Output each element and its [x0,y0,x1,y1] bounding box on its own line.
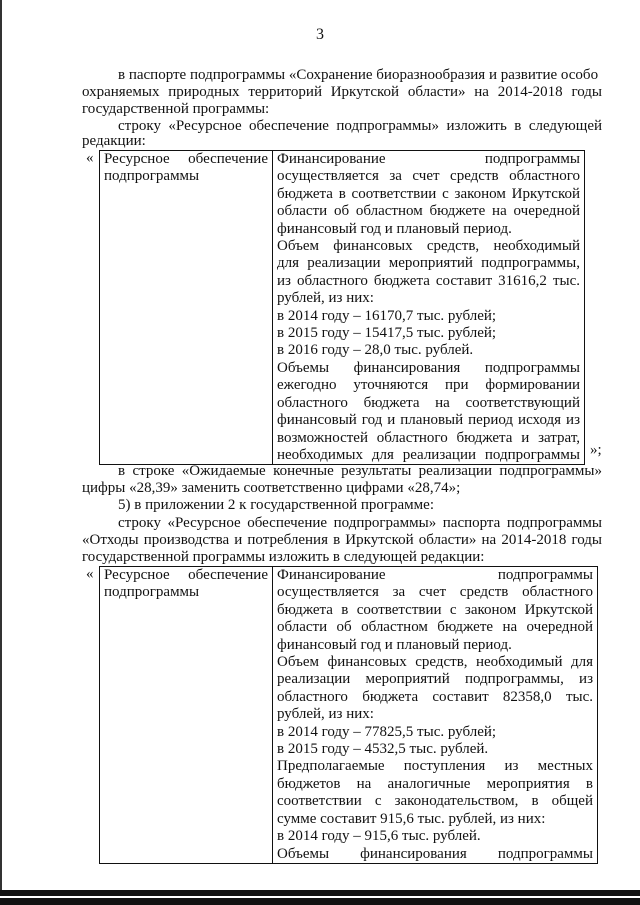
table1-right-cell [273,151,585,465]
scan-edge [0,0,2,905]
table1-left-line: Ресурсное обеспечение [104,151,268,167]
middle-line-3: 5) в приложении 2 к государственной программе: [118,497,434,513]
table2-text-line: сумме составит 915,6 тыс. рублей, из них: [277,810,546,827]
page-number: 3 [316,26,324,43]
table1-text-line: финансовый год и плановый период. [277,220,512,237]
table2-text-line: осуществляется за счет средств областного [277,584,593,601]
table1-text-line: рублей, из них: [277,290,374,307]
middle-line-6: государственной программы изложить в следующей редакции: [82,549,485,565]
table1-text-line: для реализации мероприятий подпрограммы, [277,255,580,272]
table2-right-cell [273,567,598,864]
table2-text-line: финансовый год и плановый период. [277,636,512,653]
table2-text-line: Объемы финансирования подпрограммы [277,845,593,862]
table2-text-line: областного бюджета составит 82358,0 тыс. [277,688,593,705]
table1-text-line: областного бюджета на соответствующий [277,394,580,411]
table1-text-line: необходимых для реализации подпрограммы [277,446,580,463]
intro-line-1: в паспорте подпрограммы «Сохранение биоразнообразия и развитие особо [118,67,599,83]
table2-text-line: Предполагаемые поступления из местных [277,758,593,775]
table2-open-quote: « [86,566,94,582]
table1-text-line: бюджета в соответствии с законом Иркутской [277,185,580,202]
middle-line-1: в строке «Ожидаемые конечные результаты реализации подпрограммы» [118,463,602,479]
table2-left-cell [100,567,273,864]
table2-text-line: Объем финансовых средств, необходимый для [277,654,593,671]
intro-line-3: государственной программы: [82,101,270,117]
middle-line-5: «Отходы производства и потребления в Иркутской области» на 2014-2018 годы [82,532,602,548]
table2-text-line: в 2014 году – 77825,5 тыс. рублей; [277,723,497,740]
table1-text-line: в 2015 году – 15417,5 тыс. рублей; [277,325,497,342]
table1-text-line: в 2014 году – 16170,7 тыс. рублей; [277,307,497,324]
table1-text-line: Финансирование подпрограммы [277,151,580,167]
table2-text-line: бюджетов на аналогичные мероприятия в [277,775,593,792]
table1-text-line: финансовый год и плановый период исходя из [277,412,580,429]
table2-text-line: бюджета в соответствии с законом Иркутской [277,601,593,618]
table2-text-line: соответствии с законодательством, в общей [277,793,593,810]
middle-line-4: строку «Ресурсное обеспечение подпрограммы» паспорта подпрограммы [118,515,602,531]
table1-left-line: подпрограммы [104,168,200,185]
table1-text-line: осуществляется за счет средств областного [277,168,580,185]
table2-text-line: в 2015 году – 4532,5 тыс. рублей. [277,741,489,758]
table1-left-cell [100,151,273,465]
table2-text-line: в 2014 году – 915,6 тыс. рублей. [277,828,481,845]
table2-left-line: подпрограммы [104,584,200,601]
table1-resources [99,150,585,465]
table1-text-line: в 2016 году – 28,0 тыс. рублей. [277,342,474,359]
table1-text-line: из областного бюджета составит 31616,2 тыс. [277,272,580,289]
table2-left-line: Ресурсное обеспечение [104,567,268,583]
table1-text-line: области об областном бюджете на очередной [277,203,580,220]
middle-line-2: цифры «28,39» заменить соответственно цифрами «28,74»; [82,480,461,496]
table1-text-line: Объемы финансирования подпрограммы [277,359,580,376]
table2-text-line: Финансирование подпрограммы [277,567,593,583]
table2-text-line: реализации мероприятий подпрограммы, из [277,671,593,688]
intro-line-4: строку «Ресурсное обеспечение подпрограммы» изложить в следующей [118,118,602,134]
intro-line-5: редакции: [82,133,146,149]
table2-text-line: области об областном бюджете на очередной [277,619,593,636]
table2-resources [99,566,598,864]
table2-text-line: рублей, из них: [277,706,374,723]
table1-open-quote: « [86,150,94,166]
table1-text-line: возможностей областного бюджета и затрат, [277,429,580,446]
scan-bottom-gap [0,896,640,898]
table1-text-line: Объем финансовых средств, необходимый [277,238,580,255]
table1-close-quote: »; [590,442,602,458]
table1-text-line: ежегодно уточняются при формировании [277,377,580,394]
intro-line-2: охраняемых природных территорий Иркутской области» на 2014-2018 годы [82,84,602,100]
